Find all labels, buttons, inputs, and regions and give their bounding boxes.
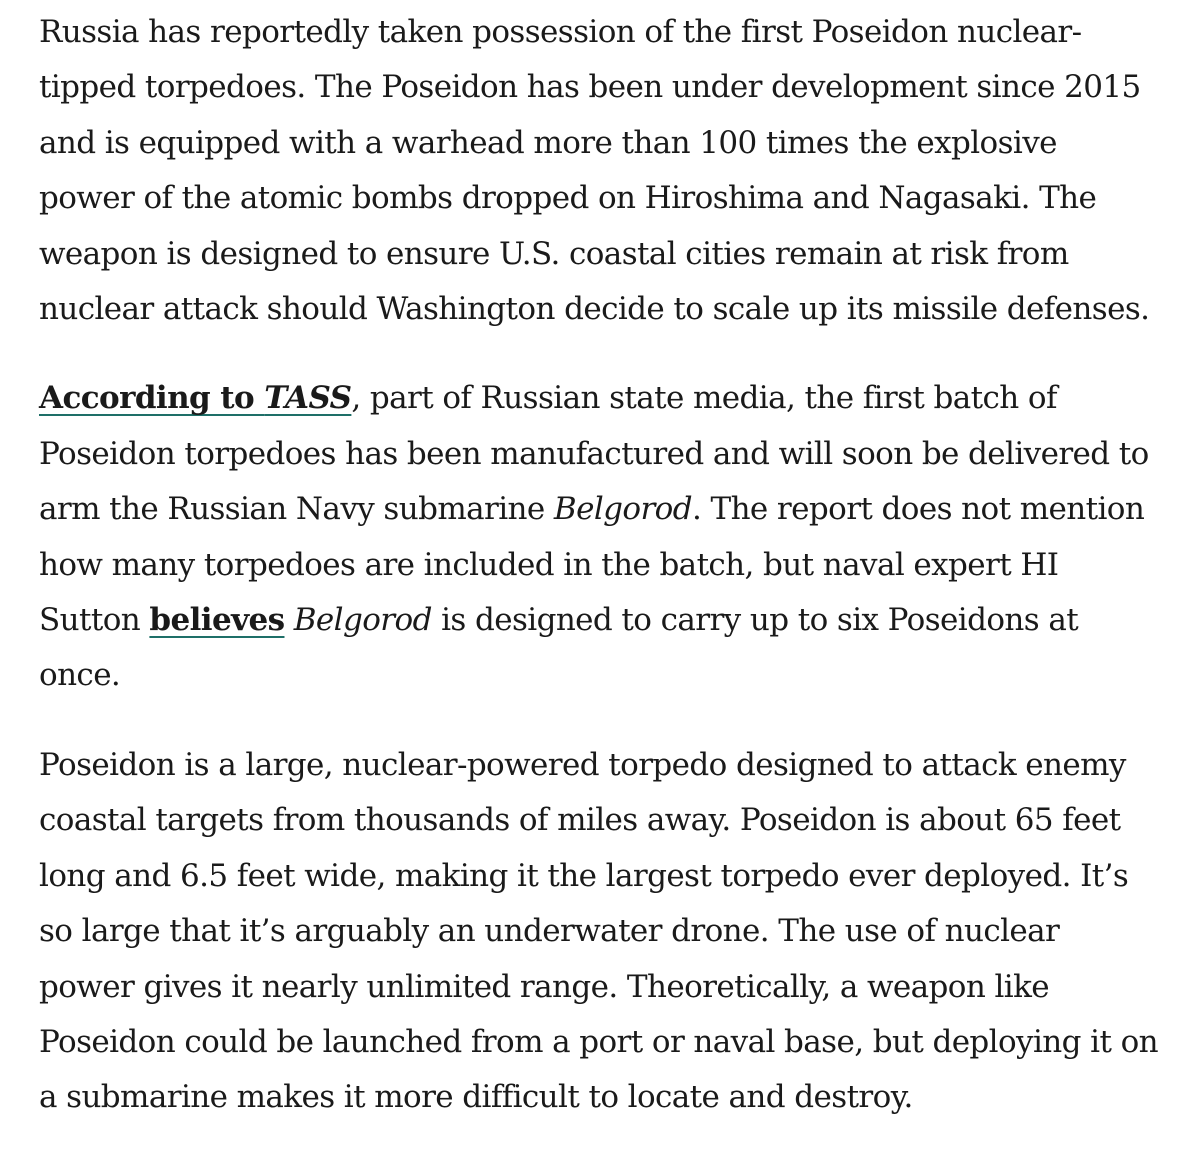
paragraph-3: [39, 738, 1159, 1126]
paragraph-3-text: Poseidon is a large, nuclear-powered torpedo designed to attack enemy coastal targets from thousands of miles away. Poseidon is about 65 feet long and 6.5 feet wide, making it the largest torpedo ever deployed. It’s so large that it’s arguably an underwater drone. The use of nuclear power gives it nearly unlimited range. Theoretically, a weapon like Poseidon could be launched from a port or naval base, but deploying it on a submarine makes it more difficult to locate and destroy.: [39, 746, 1159, 1116]
link-according-to-tass[interactable]: [39, 380, 351, 416]
link-tass-label: TASS: [264, 380, 352, 417]
paragraph-2-text-1: , part of Russian state media, the first batch of Poseidon torpedoes has been manufactured and will soon be delivered to arm the Russian Navy submarine: [39, 380, 1149, 528]
article-body: [39, 5, 1159, 1160]
paragraph-2: [39, 371, 1159, 703]
submarine-name-belgorod: Belgorod: [553, 491, 692, 528]
paragraph-2-text-3: [284, 602, 293, 638]
paragraph-2-text-4: is designed to carry up to six Poseidons at once.: [39, 602, 1079, 694]
link-according-to-label: According to: [39, 380, 265, 417]
paragraph-2-text-2: . The report does not mention how many torpedoes are included in the batch, but naval expert HI Sutton: [39, 491, 1145, 639]
paragraph-1-text: Russia has reportedly taken possession of the first Poseidon nuclear-tipped torpedoes. The Poseidon has been under development since 2015 and is equipped with a warhead more than 100 times the explosive power of the atomic bombs dropped on Hiroshima and Nagasaki. The weapon is designed to ensure U.S. coastal cities remain at risk from nuclear attack should Washington decide to scale up its missile defenses.: [39, 14, 1150, 328]
paragraph-1: [39, 5, 1159, 337]
link-believes[interactable]: believes: [149, 602, 285, 639]
submarine-name-belgorod-2: Belgorod: [293, 602, 432, 639]
